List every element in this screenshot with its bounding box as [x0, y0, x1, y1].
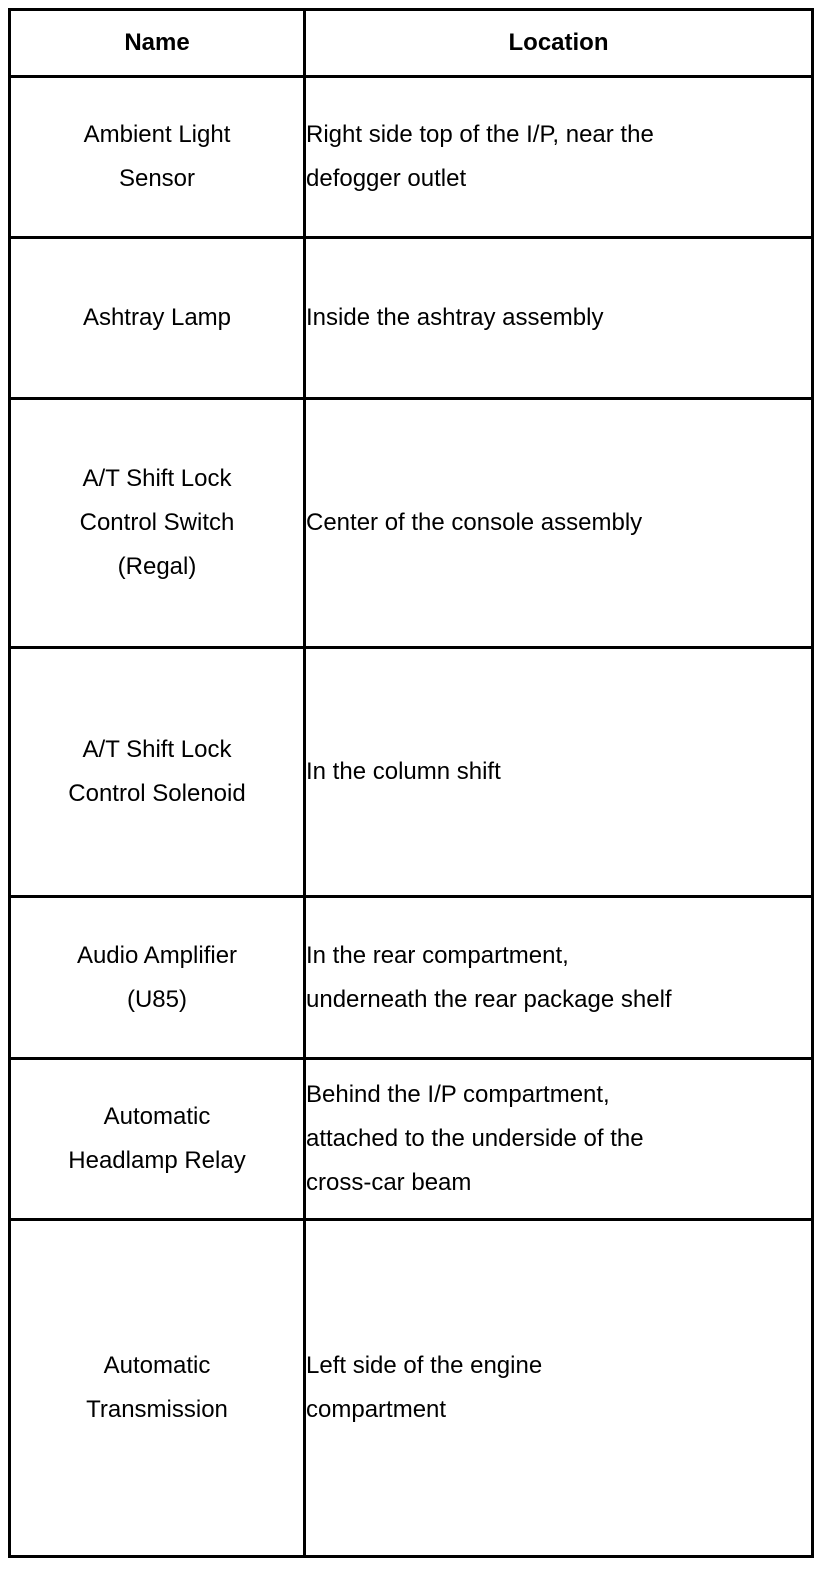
name-text: Automatic Transmission [86, 1352, 228, 1423]
location-cell [305, 1059, 813, 1220]
location-cell [305, 399, 813, 648]
component-location-table [8, 8, 814, 1558]
table-row [10, 1059, 813, 1220]
name-text: A/T Shift Lock Control Solenoid [68, 736, 246, 807]
location-text: Inside the ashtray assembly [306, 304, 604, 331]
location-text: In the rear compartment, underneath the rear package shelf [306, 941, 672, 1013]
name-cell [10, 77, 305, 238]
location-text: In the column shift [306, 758, 501, 785]
name-cell [10, 1220, 305, 1557]
location-cell [305, 648, 813, 897]
location-cell [305, 77, 813, 238]
name-cell [10, 648, 305, 897]
table-row [10, 1220, 813, 1557]
name-text: A/T Shift Lock Control Switch (Regal) [79, 465, 235, 580]
name-cell [10, 238, 305, 399]
location-cell [305, 1220, 813, 1557]
table-row [10, 77, 813, 238]
table-row [10, 238, 813, 399]
table-row [10, 648, 813, 897]
name-text: Ashtray Lamp [82, 304, 232, 331]
location-text: Center of the console assembly [306, 509, 643, 536]
location-text: Behind the I/P compartment, attached to the underside of the cross-car beam [306, 1081, 644, 1196]
table-row [10, 897, 813, 1059]
name-text: Audio Amplifier (U85) [76, 941, 238, 1013]
location-text: Left side of the engine compartment [306, 1352, 543, 1423]
table-row [10, 399, 813, 648]
location-cell [305, 238, 813, 399]
name-text: Ambient Light Sensor [83, 121, 231, 192]
header-location: Location [305, 10, 813, 77]
name-cell [10, 897, 305, 1059]
location-cell [305, 897, 813, 1059]
name-cell [10, 399, 305, 648]
location-text: Right side top of the I/P, near the defogger outlet [306, 121, 654, 192]
header-name: Name [10, 10, 305, 77]
name-text: Automatic Headlamp Relay [68, 1103, 246, 1174]
name-cell [10, 1059, 305, 1220]
header-row [10, 10, 813, 77]
